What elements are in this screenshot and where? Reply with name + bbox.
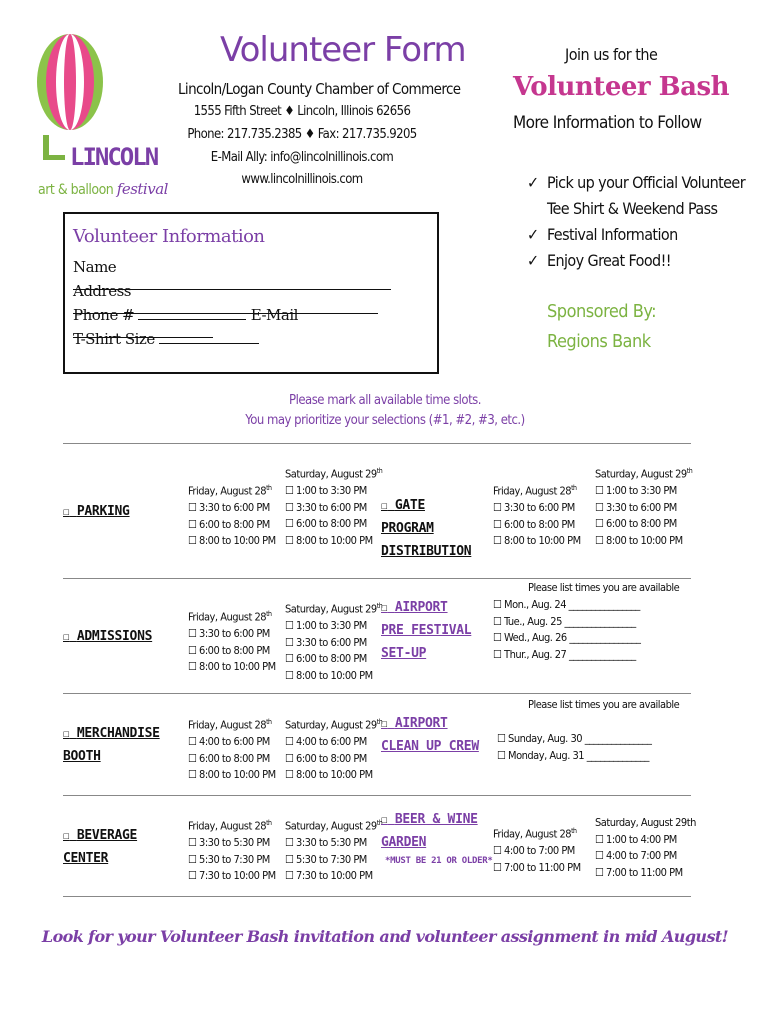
time-slot[interactable]: ☐ 3:30 to 5:30 PM bbox=[285, 836, 367, 850]
time-slot[interactable]: ☐ 6:00 to 8:00 PM bbox=[285, 652, 367, 666]
airport-clean-up-area[interactable]: ☐ AIRPORT CLEAN UP CREW bbox=[381, 716, 479, 754]
parking-area[interactable]: ☐ PARKING bbox=[63, 504, 130, 519]
time-slot[interactable]: ☐ 1:00 to 3:30 PM bbox=[595, 484, 677, 498]
day-label: Saturday, August 29th bbox=[285, 602, 383, 616]
checkbox-icon[interactable]: ☐ bbox=[493, 517, 502, 531]
phone-input-line[interactable] bbox=[138, 306, 246, 320]
parking-saturday-slots bbox=[285, 463, 382, 549]
beer-saturday-slots bbox=[595, 815, 696, 881]
day-label: Saturday, August 29th bbox=[595, 467, 693, 481]
time-slot[interactable]: ☐ 1:00 to 3:30 PM bbox=[285, 619, 367, 633]
time-slot[interactable]: ☐ 8:00 to 10:00 PM bbox=[188, 660, 276, 674]
website: www.lincolnillinois.com bbox=[241, 172, 363, 187]
day-slot[interactable]: ☐ Thur., Aug. 27 _______________ bbox=[493, 647, 636, 661]
benefit-item: ✓ Festival Information bbox=[527, 222, 747, 248]
contact-email: E-Mail Ally: info@lincolnillinois.com bbox=[210, 150, 394, 165]
time-slot[interactable]: ☐ 3:30 to 6:00 PM bbox=[285, 635, 367, 649]
list-times-note: Please list times you are available bbox=[528, 698, 680, 711]
checkbox-icon[interactable]: ☐ bbox=[63, 829, 70, 842]
benefit-item: ✓ Enjoy Great Food!! bbox=[527, 248, 747, 274]
time-slot[interactable]: ☐ 8:00 to 10:00 PM bbox=[493, 534, 581, 548]
street-address: 1555 Fifth Street ♦ Lincoln, Illinois 62656 bbox=[193, 104, 411, 119]
time-slot[interactable]: ☐ 6:00 to 8:00 PM bbox=[285, 517, 367, 531]
merchandise-friday-slots bbox=[188, 714, 276, 784]
checkbox-icon[interactable]: ☐ bbox=[497, 748, 506, 762]
time-slot[interactable]: ☐ 8:00 to 10:00 PM bbox=[285, 668, 373, 682]
phone-email-field[interactable]: Phone # E-Mail bbox=[73, 306, 437, 342]
divider bbox=[63, 896, 691, 897]
checkbox-icon[interactable]: ☐ bbox=[188, 852, 197, 866]
time-slot[interactable]: ☐ 4:00 to 6:00 PM bbox=[285, 735, 367, 749]
merchandise-saturday-slots bbox=[285, 714, 382, 784]
checkbox-icon[interactable]: ☐ bbox=[595, 865, 604, 879]
checkbox-icon[interactable]: ☐ bbox=[285, 735, 294, 749]
time-slot[interactable]: ☐ 7:30 to 10:00 PM bbox=[188, 869, 276, 883]
volunteer-bash-title: Volunteer Bash bbox=[513, 72, 730, 102]
checkbox-icon[interactable]: ☐ bbox=[493, 631, 502, 644]
day-label: Friday, August 28th bbox=[493, 484, 577, 498]
checkbox-icon[interactable]: ☐ bbox=[381, 601, 388, 614]
time-slot[interactable]: ☐ 3:30 to 5:30 PM bbox=[188, 836, 270, 850]
airport-pre-festival-area[interactable]: ☐ AIRPORT PRE FESTIVAL SET-UP bbox=[381, 600, 472, 661]
sponsored-by-label: Sponsored By: bbox=[547, 301, 657, 322]
time-slot[interactable]: ☐ 4:00 to 7:00 PM bbox=[595, 849, 677, 862]
day-label: Saturday, August 29th bbox=[595, 816, 696, 829]
logo-name: LINCOLN bbox=[70, 143, 158, 171]
beer-wine-garden-area[interactable]: ☐ BEER & WINE GARDEN bbox=[381, 812, 478, 850]
checkbox-icon[interactable]: ☐ bbox=[63, 505, 70, 518]
checkbox-icon[interactable]: ☐ bbox=[285, 635, 294, 649]
checkbox-icon[interactable]: ☐ bbox=[285, 619, 294, 633]
checkmark-icon: ✓ bbox=[527, 225, 539, 244]
tshirt-input-line[interactable] bbox=[159, 330, 259, 344]
gate-program-area[interactable]: ☐ GATE PROGRAM DISTRIBUTION bbox=[381, 498, 472, 559]
hot-air-balloon-icon bbox=[30, 30, 160, 160]
checkbox-icon[interactable]: ☐ bbox=[493, 647, 502, 661]
more-info-text: More Information to Follow bbox=[513, 113, 702, 133]
checkbox-icon[interactable]: ☐ bbox=[381, 717, 388, 730]
checkbox-icon[interactable]: ☐ bbox=[595, 517, 604, 531]
beer-friday-slots bbox=[493, 823, 581, 876]
sponsor-block bbox=[547, 297, 656, 357]
checkbox-icon[interactable]: ☐ bbox=[63, 727, 70, 740]
list-times-note: Please list times you are available bbox=[528, 581, 680, 594]
name-field[interactable]: Name bbox=[73, 258, 437, 294]
day-slot[interactable]: ☐ Mon., Aug. 24 ________________ bbox=[493, 598, 640, 611]
gate-friday-slots bbox=[493, 480, 581, 550]
checkbox-icon[interactable]: ☐ bbox=[188, 869, 197, 883]
checkbox-icon[interactable]: ☐ bbox=[188, 517, 197, 531]
checkbox-icon[interactable]: ☐ bbox=[493, 534, 502, 548]
instructions-line-2: You may prioritize your selections (#1, #2, #3, etc.) bbox=[245, 413, 525, 428]
logo-tagline: art & balloon festival bbox=[38, 180, 168, 198]
day-slot[interactable]: ☐ Monday, Aug. 31 ______________ bbox=[497, 748, 649, 762]
time-slot[interactable]: ☐ 8:00 to 10:00 PM bbox=[285, 533, 373, 547]
day-slot[interactable]: ☐ Tue., Aug. 25 ________________ bbox=[493, 614, 636, 628]
checkbox-icon[interactable]: ☐ bbox=[285, 533, 294, 547]
age-restriction-note: *MUST BE 21 OR OLDER* bbox=[385, 856, 493, 866]
festival-logo bbox=[30, 30, 168, 210]
checkbox-icon[interactable]: ☐ bbox=[381, 813, 388, 826]
checkbox-icon[interactable]: ☐ bbox=[188, 751, 197, 765]
beverage-center-area[interactable]: ☐ BEVERAGE CENTER bbox=[63, 828, 138, 866]
checkbox-icon[interactable]: ☐ bbox=[595, 832, 604, 846]
time-slot[interactable]: ☐ 8:00 to 10:00 PM bbox=[595, 533, 683, 547]
tshirt-field[interactable]: T-Shirt Size bbox=[73, 330, 259, 348]
benefit-item: ✓ Pick up your Official Volunteer Tee Shirt & Weekend Pass bbox=[527, 170, 747, 222]
checkbox-icon[interactable]: ☐ bbox=[493, 844, 502, 858]
checkbox-icon[interactable]: ☐ bbox=[493, 598, 502, 611]
time-slot[interactable]: ☐ 1:00 to 4:00 PM bbox=[595, 832, 677, 846]
checkbox-icon[interactable]: ☐ bbox=[497, 732, 506, 745]
time-slot[interactable]: ☐ 4:00 to 6:00 PM bbox=[188, 735, 270, 749]
checkbox-icon[interactable]: ☐ bbox=[188, 768, 197, 782]
day-label: Friday, August 28th bbox=[188, 718, 272, 732]
time-slot[interactable]: ☐ 6:00 to 8:00 PM bbox=[188, 643, 270, 657]
checkbox-icon[interactable]: ☐ bbox=[63, 630, 70, 643]
checkbox-icon[interactable]: ☐ bbox=[493, 614, 502, 628]
address-field[interactable]: Address bbox=[73, 282, 437, 318]
airport-pre-days bbox=[493, 597, 640, 663]
day-label: Friday, August 28th bbox=[493, 827, 577, 841]
time-slot[interactable]: ☐ 6:00 to 8:00 PM bbox=[188, 751, 270, 765]
time-slot[interactable]: ☐ 5:30 to 7:30 PM bbox=[188, 852, 270, 866]
day-label: Saturday, August 29th bbox=[285, 467, 383, 481]
form-title: Volunteer Form bbox=[220, 30, 466, 70]
checkbox-icon[interactable]: ☐ bbox=[188, 735, 197, 749]
benefits-list bbox=[527, 170, 747, 274]
time-slot[interactable]: ☐ 6:00 to 8:00 PM bbox=[188, 517, 270, 531]
time-slot[interactable]: ☐ 5:30 to 7:30 PM bbox=[285, 852, 367, 866]
time-slot[interactable]: ☐ 3:30 to 6:00 PM bbox=[595, 500, 677, 514]
time-slot[interactable]: ☐ 3:30 to 6:00 PM bbox=[188, 501, 270, 515]
checkbox-icon[interactable]: ☐ bbox=[188, 643, 197, 657]
checkbox-icon[interactable]: ☐ bbox=[595, 849, 604, 862]
checkbox-icon[interactable]: ☐ bbox=[285, 869, 294, 883]
time-slot[interactable]: ☐ 3:30 to 6:00 PM bbox=[285, 500, 367, 514]
checkbox-icon[interactable]: ☐ bbox=[493, 501, 502, 515]
sponsor-name: Regions Bank bbox=[547, 331, 651, 352]
airport-clean-days bbox=[497, 731, 651, 764]
checkmark-icon: ✓ bbox=[527, 173, 539, 192]
checkbox-icon[interactable]: ☐ bbox=[285, 751, 294, 765]
time-slot[interactable]: ☐ 3:30 to 6:00 PM bbox=[188, 627, 270, 641]
gate-saturday-slots bbox=[595, 463, 692, 549]
time-slot[interactable]: ☐ 4:00 to 7:00 PM bbox=[493, 844, 575, 858]
checkbox-icon[interactable]: ☐ bbox=[188, 534, 197, 548]
footer-message: Look for your Volunteer Bash invitation and volunteer assignment in mid August! bbox=[41, 927, 729, 946]
day-label: Friday, August 28th bbox=[188, 819, 272, 833]
time-slot[interactable]: ☐ 3:30 to 6:00 PM bbox=[493, 501, 575, 515]
day-slot[interactable]: ☐ Sunday, Aug. 30 _______________ bbox=[497, 732, 652, 745]
time-slot[interactable]: ☐ 7:00 to 11:00 PM bbox=[493, 860, 581, 874]
checkbox-icon[interactable]: ☐ bbox=[285, 852, 294, 866]
day-label: Friday, August 28th bbox=[188, 610, 272, 624]
admissions-saturday-slots bbox=[285, 598, 382, 684]
checkbox-icon[interactable]: ☐ bbox=[595, 500, 604, 514]
beverage-friday-slots bbox=[188, 815, 276, 885]
organization-name: Lincoln/Logan County Chamber of Commerce bbox=[178, 80, 461, 98]
time-slot[interactable]: ☐ 6:00 to 8:00 PM bbox=[595, 517, 677, 531]
instructions-line-1: Please mark all available time slots. bbox=[289, 393, 481, 408]
checkbox-icon[interactable]: ☐ bbox=[285, 484, 294, 498]
checkbox-icon[interactable]: ☐ bbox=[285, 768, 294, 782]
divider bbox=[63, 693, 691, 694]
checkmark-icon: ✓ bbox=[527, 251, 539, 270]
time-slot[interactable]: ☐ 6:00 to 8:00 PM bbox=[493, 517, 575, 531]
join-text: Join us for the bbox=[565, 45, 658, 64]
checkbox-icon[interactable]: ☐ bbox=[493, 860, 502, 874]
admissions-friday-slots bbox=[188, 606, 276, 676]
day-slot[interactable]: ☐ Wed., Aug. 26 ________________ bbox=[493, 631, 641, 644]
beverage-saturday-slots bbox=[285, 815, 382, 885]
admissions-area[interactable]: ☐ ADMISSIONS bbox=[63, 629, 153, 644]
day-label: Saturday, August 29th bbox=[285, 718, 383, 732]
time-slot[interactable]: ☐ 8:00 to 10:00 PM bbox=[285, 768, 373, 782]
checkbox-icon[interactable]: ☐ bbox=[285, 668, 294, 682]
checkbox-icon[interactable]: ☐ bbox=[285, 652, 294, 666]
divider bbox=[63, 443, 691, 444]
volunteer-info-box bbox=[63, 212, 439, 374]
parking-friday-slots bbox=[188, 480, 276, 550]
checkbox-icon[interactable]: ☐ bbox=[188, 501, 197, 515]
checkbox-icon[interactable]: ☐ bbox=[595, 484, 604, 498]
checkbox-icon[interactable]: ☐ bbox=[381, 499, 388, 512]
time-slot[interactable]: ☐ 7:00 to 11:00 PM bbox=[595, 865, 683, 879]
time-slot[interactable]: ☐ 1:00 to 3:30 PM bbox=[285, 484, 367, 498]
time-slot[interactable]: ☐ 8:00 to 10:00 PM bbox=[188, 768, 276, 782]
checkbox-icon[interactable]: ☐ bbox=[595, 533, 604, 547]
time-slot[interactable]: ☐ 8:00 to 10:00 PM bbox=[188, 534, 276, 548]
checkbox-icon[interactable]: ☐ bbox=[285, 500, 294, 514]
checkbox-icon[interactable]: ☐ bbox=[285, 836, 294, 850]
merchandise-booth-area[interactable]: ☐ MERCHANDISE BOOTH bbox=[63, 726, 160, 764]
checkbox-icon[interactable]: ☐ bbox=[188, 660, 197, 674]
divider bbox=[63, 578, 691, 579]
checkbox-icon[interactable]: ☐ bbox=[188, 836, 197, 850]
divider bbox=[63, 795, 691, 796]
checkbox-icon[interactable]: ☐ bbox=[285, 517, 294, 531]
volunteer-info-heading: Volunteer Information bbox=[73, 226, 265, 247]
checkbox-icon[interactable]: ☐ bbox=[188, 627, 197, 641]
time-slot[interactable]: ☐ 6:00 to 8:00 PM bbox=[285, 751, 367, 765]
phone-fax: Phone: 217.735.2385 ♦ Fax: 217.735.9205 bbox=[187, 127, 417, 142]
day-label: Saturday, August 29th bbox=[285, 819, 383, 833]
time-slot[interactable]: ☐ 7:30 to 10:00 PM bbox=[285, 869, 373, 883]
day-label: Friday, August 28th bbox=[188, 484, 272, 498]
